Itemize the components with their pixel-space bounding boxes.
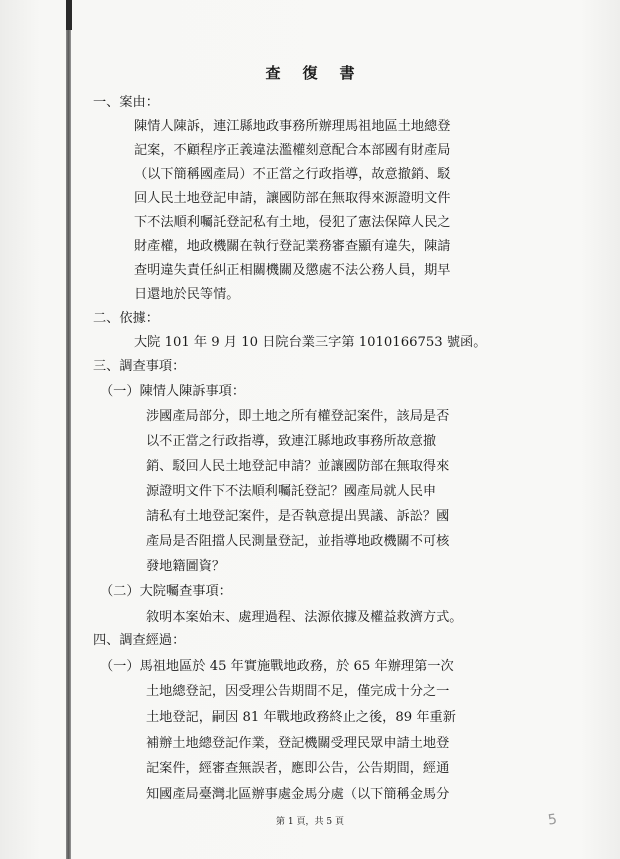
paragraph-line: 銷、駁回人民土地登記申請？並讓國防部在無取得來 [146, 459, 450, 474]
subsection-number: （一） [100, 384, 140, 399]
section-number: 四、 [93, 633, 120, 648]
section-heading-text: 調查事項： [119, 359, 186, 374]
paragraph-line: 下不法順利囑託登記私有土地，侵犯了憲法保障人民之 [134, 215, 451, 230]
subsection-4-1 [100, 660, 454, 673]
binding-edge-line [66, 0, 71, 859]
section-1-heading [93, 96, 159, 109]
paragraph-line: 知國產局臺灣北區辦事處金馬分處（以下簡稱金馬分 [146, 787, 450, 802]
paragraph-line: 發地籍圖資？ [146, 559, 226, 574]
subsection-3-2-heading [100, 585, 232, 598]
subsection-heading-text: 大院囑查事項： [139, 584, 232, 599]
paragraph-line: 記案件，經審查無誤者，應即公告，公告期間，經通 [146, 761, 450, 776]
paragraph-line: 馬祖地區於 45 年實施戰地政務，於 65 年辦理第一次 [139, 659, 454, 674]
binding-edge-shadow [66, 0, 72, 30]
paragraph-line: 查明違失責任糾正相關機關及懲處不法公務人員，期早 [134, 263, 451, 278]
section-4-heading [93, 634, 185, 647]
paragraph-line: 土地總登記，因受理公告期間不足，僅完成十分之一 [146, 684, 450, 699]
paragraph-line: 日還地於民等情。 [134, 287, 240, 302]
handwritten-page-mark: 5 [546, 811, 558, 829]
subsection-heading-text: 陳情人陳訴事項： [139, 384, 246, 399]
section-3-heading [93, 360, 185, 373]
section-2-heading [93, 312, 159, 325]
paragraph-line: 補辦土地總登記作業，登記機關受理民眾申請土地登 [146, 736, 450, 751]
page-footer: 第 1 頁，共 5 頁 [276, 817, 344, 827]
section-number: 三、 [93, 359, 120, 374]
paragraph-line: 以不正當之行政指導，致連江縣地政事務所故意撤 [146, 434, 437, 449]
paragraph-line: 記案，不顧程序正義違法濫權刻意配合本部國有財產局 [134, 143, 451, 158]
paragraph-line: 涉國產局部分，即土地之所有權登記案件，該局是否 [146, 409, 450, 424]
basis-line: 大院 101 年 9 月 10 日院台業三字第 1010166753 號函。 [134, 335, 487, 350]
paragraph-line: 產局是否阻擋人民測量登記，並指導地政機關不可核 [146, 534, 450, 549]
section-number: 二、 [93, 311, 120, 326]
paragraph-line: 敘明本案始末、處理過程、法源依據及權益救濟方式。 [146, 610, 463, 625]
subsection-number: （一） [100, 659, 140, 674]
paragraph-line: 源證明文件下不法順利囑託登記？國產局就人民申 [146, 484, 437, 499]
paragraph-line: 財產權，地政機關在執行登記業務審查顯有違失，陳請 [134, 239, 451, 254]
subsection-number: （二） [100, 584, 140, 599]
paragraph-line: 回人民土地登記申請，讓國防部在無取得來源證明文件 [134, 191, 451, 206]
section-number: 一、 [93, 95, 120, 110]
subsection-3-1-heading [100, 385, 245, 398]
section-heading-text: 依據： [119, 311, 159, 326]
paragraph-line: 請私有土地登記案件，是否執意提出異議、訴訟？國 [146, 509, 450, 524]
document-title: 查復書 [265, 64, 377, 82]
paragraph-line: 陳情人陳訴，連江縣地政事務所辦理馬祖地區土地總登 [134, 119, 451, 134]
paragraph-line: （以下簡稱國產局）不正當之行政指導，故意撤銷、駁 [134, 167, 451, 182]
paragraph-line: 土地登記，嗣因 81 年戰地政務終止之後，89 年重新 [146, 710, 456, 725]
section-heading-text: 案由： [119, 95, 159, 110]
section-heading-text: 調查經過： [119, 633, 186, 648]
